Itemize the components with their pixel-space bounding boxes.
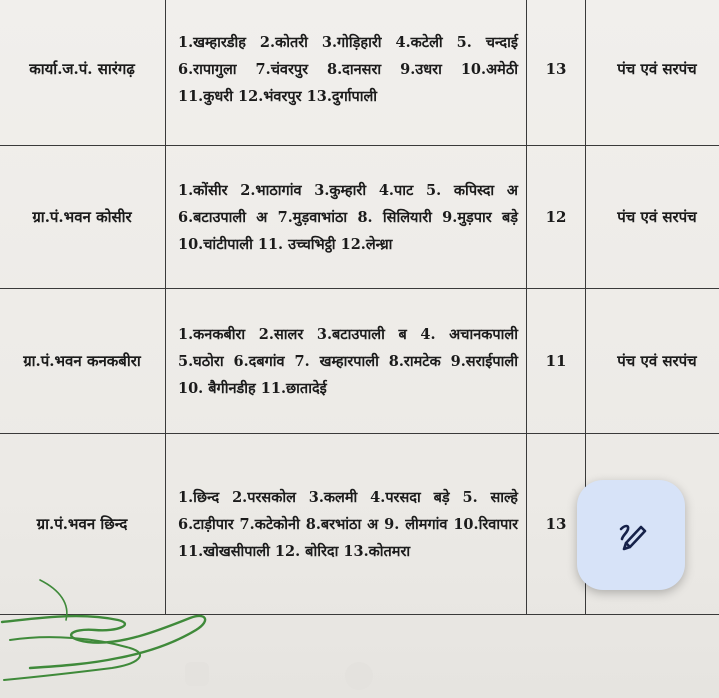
office-cell: ग्रा.पं.भवन कनकबीरा [0, 289, 166, 434]
office-cell: ग्रा.पं.भवन कोसीर [0, 146, 166, 289]
office-cell: कार्या.ज.पं. सारंगढ़ [0, 0, 166, 146]
villages-cell: 1.खम्हारडीह 2.कोतरी 3.गोड़िहारी 4.कटेली 5. चन्दाई 6.रापागुला 7.चंवरपुर 8.दानसरा 9.उधरा 10.अमेठी 11.कुधरी 12.भंवरपुर 13.दुर्गापाली [166, 0, 527, 146]
count-cell: 13 [527, 0, 586, 146]
edit-pen-icon [609, 513, 653, 557]
office-cell: ग्रा.पं.भवन छिन्द [0, 434, 166, 615]
table-row [0, 289, 719, 434]
post-cell: पंच एवं सरपंच [586, 0, 719, 146]
villages-cell: 1.छिन्द 2.परसकोल 3.कलमी 4.परसदा बड़े 5. साल्हे 6.टाड़ीपार 7.कटेकोनी 8.बरभांठा अ 9. लीमगांव 10.रिवापार 11.खोखसीपाली 12. बोरिदा 13.कोतमरा [166, 434, 527, 615]
post-cell: पंच एवं सरपंच [586, 146, 719, 289]
nav-hint-left [185, 662, 209, 686]
villages-cell: 1.कोंसीर 2.भाठागांव 3.कुम्हारी 4.पाट 5. कपिस्दा अ 6.बटाउपाली अ 7.मुड़वाभांठा 8. सिलियारी 9.मुड़पार बड़े 10.चांटीपाली 11. उच्चभिट्ठी 12.लेन्ध्रा [166, 146, 527, 289]
table-row [0, 146, 719, 289]
nav-hint-center [345, 662, 373, 690]
count-cell: 13 [527, 434, 586, 615]
table-row [0, 0, 719, 146]
villages-cell: 1.कनकबीरा 2.सालर 3.बटाउपाली ब 4. अचानकपाली 5.घठोरा 6.दबगांव 7. खम्हारपाली 8.रामटेक 9.सराईपाली 10. बैगीनडीह 11.छातादेई [166, 289, 527, 434]
edit-button[interactable] [577, 480, 685, 590]
count-cell: 12 [527, 146, 586, 289]
count-cell: 11 [527, 289, 586, 434]
post-cell: पंच एवं सरपंच [586, 289, 719, 434]
